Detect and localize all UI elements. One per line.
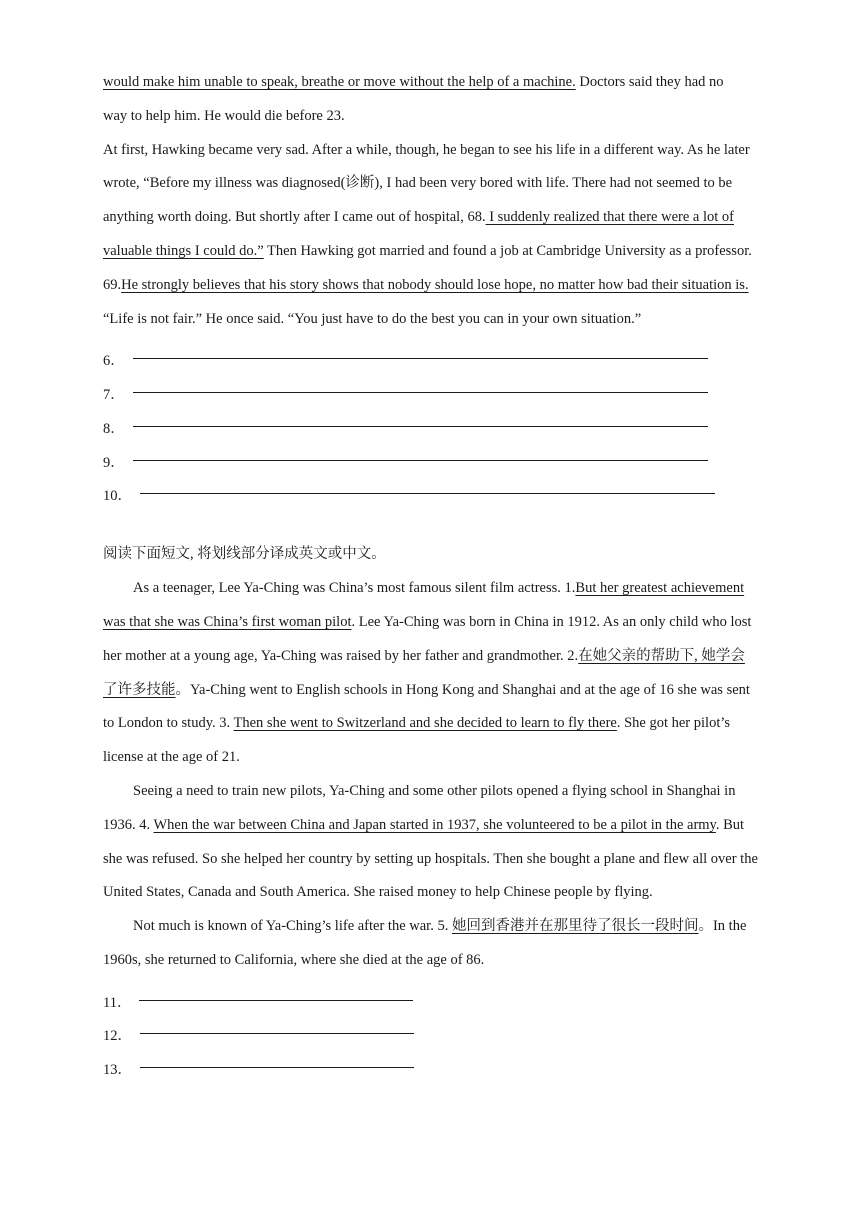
section2-paragraph3: Not much is known of Ya-Ching’s life after the war. 5. 她回到香港并在那里待了很长一段时间。In the 1960s, she returned to California, where she died at the age of 86. bbox=[103, 918, 747, 968]
document-content bbox=[103, 66, 758, 1079]
answer-blank[interactable] bbox=[133, 391, 708, 393]
answer-line: 11． bbox=[103, 978, 758, 1012]
answer-blank[interactable] bbox=[139, 999, 413, 1001]
answer-line: 6． bbox=[103, 336, 758, 370]
section2-paragraph1: As a teenager, Lee Ya-Ching was China’s most famous silent film actress. 1.But her greatest achievement was that she was China’s first woman pilot. Lee Ya-Ching was born in China in 1912. As an only child who lost her mother at a young age, Ya-Ching was raised by her father and grandmother. 2.在她父亲的帮助下, 她学会了许多技能。Ya-Ching went to English schools in Hong Kong and Shanghai and at the age of 16 she was sent to London to study. 3. Then she went to Switzerland and she decided to learn to fly there. She got her pilot’s license at the age of 21. bbox=[103, 580, 752, 766]
underlined-sentence-4: When the war between China and Japan started in 1937, she volunteered to be a pilot in the army bbox=[153, 816, 716, 833]
passage1-line2: way to help him. He would die before 23. bbox=[103, 107, 345, 124]
underlined-sentence-2: 在她父亲的帮助下, 她学会了许多技能 bbox=[103, 647, 745, 698]
answer-blank[interactable] bbox=[140, 1032, 414, 1034]
underlined-sentence-1: But her greatest achievement was that she was China’s first woman pilot bbox=[103, 580, 745, 630]
answer-line: 10． bbox=[103, 472, 758, 506]
answer-line: 12． bbox=[103, 1012, 758, 1046]
answer-line: 8． bbox=[103, 404, 758, 438]
answer-lines-group-2 bbox=[103, 978, 758, 1079]
underlined-sentence-69: He strongly believes that his story shows that nobody should lose hope, no matter how bad their situation is. bbox=[121, 276, 749, 293]
answer-blank[interactable] bbox=[133, 459, 708, 461]
passage1-line1: would make him unable to speak, breathe or move without the help of a machine. Doctors said they had no bbox=[103, 74, 724, 90]
section2-instruction: 阅读下面短文, 将划线部分译成英文或中文。 bbox=[103, 546, 386, 563]
answer-lines-group-1 bbox=[103, 336, 758, 505]
answer-blank[interactable] bbox=[140, 1066, 414, 1068]
answer-line: 9． bbox=[103, 438, 758, 472]
underlined-sentence-5: 她回到香港并在那里待了很长一段时间 bbox=[451, 918, 699, 935]
section-gap bbox=[103, 505, 758, 538]
underlined-sentence-67: would make him unable to speak, breathe or move without the help of a machine. bbox=[103, 74, 576, 90]
answer-blank[interactable] bbox=[140, 492, 715, 494]
answer-line: 13． bbox=[103, 1045, 758, 1079]
underlined-sentence-68: I suddenly realized that there were a lot of valuable things I could do.” bbox=[103, 209, 734, 259]
passage1-paragraph2: At first, Hawking became very sad. After a while, though, he began to see his life in a different way. As he later wrote, “Before my illness was diagnosed(诊断), I had been very bored with life. There had not seemed to be anything worth doing. But shortly after I came out of hospital, 68. I suddenly realized that there were a lot of valuable things I could do.” Then Hawking got married and found a job at Cambridge University as a professor. 69.He strongly believes that his story shows that nobody should lose hope, no matter how bad their situation is. “Life is not fair.” He once said. “You just have to do the best you can in your own situation.” bbox=[103, 141, 752, 327]
answer-blank[interactable] bbox=[133, 357, 708, 359]
underlined-sentence-3: Then she went to Switzerland and she decided to learn to fly there bbox=[233, 715, 617, 732]
answer-blank[interactable] bbox=[133, 425, 708, 427]
answer-line: 7． bbox=[103, 370, 758, 404]
section2-paragraph2: Seeing a need to train new pilots, Ya-Ching and some other pilots opened a flying school in Shanghai in 1936. 4. When the war between China and Japan started in 1937, she volunteered to be a pilot in the army. But she was refused. So she helped her country by setting up hospitals. Then she bought a plane and flew all over the United States, Canada and South America. She raised money to help Chinese people by flying. bbox=[103, 782, 758, 901]
